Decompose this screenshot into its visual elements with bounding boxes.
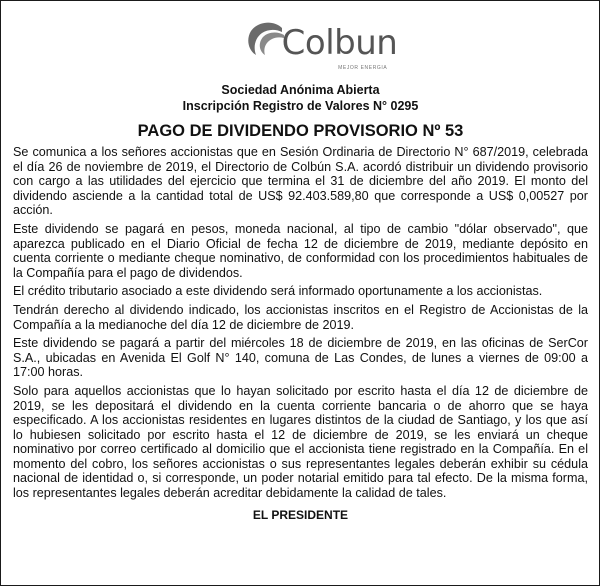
logo-lockup <box>244 17 398 71</box>
company-logo <box>53 17 588 75</box>
company-header <box>13 82 588 114</box>
paragraph-payment-location: Este dividendo se pagará a partir del miércoles 18 de diciembre de 2019, en las oficinas de SerCor S.A., ubicadas en Avenida El Golf N° 140, comuna de Las Condes, de lunes a viernes de 09:00 a 17:00 horas. <box>13 336 588 380</box>
signature: EL PRESIDENTE <box>252 507 349 522</box>
paragraph-eligibility: Tendrán derecho al dividendo indicado, los accionistas inscritos en el Registro de Accionistas de la Compañía a la medianoche del día 12 de diciembre de 2019. <box>13 302 588 332</box>
registry-number: Inscripción Registro de Valores N° 0295 <box>182 99 419 113</box>
paragraph-payment-method: Este dividendo se pagará en pesos, moneda nacional, al tipo de cambio "dólar observado", que aparezca publicado en el Diario Oficial de fecha 12 de diciembre de 2019, mediante depósito en cuenta corriente o mediante cheque nominativo, de conformidad con los procedimientos habituales de la Compañía para el pago de dividendos. <box>13 221 588 280</box>
notice-title: PAGO DE DIVIDENDO PROVISORIO Nº 53 <box>137 122 464 140</box>
paragraph-deposit-procedure: Solo para aquellos accionistas que lo hayan solicitado por escrito hasta el día 12 de diciembre de 2019, se les depositará el dividendo en la cuenta corriente bancaria o de ahorro que se haya especificado. A los accionistas residentes en lugares distintos de la ciudad de Santiago, y los que así lo hubiesen solicitado por escrito hasta el 12 de diciembre de 2019, se les enviará un cheque nominativo por correo certificado al domicilio que el accionista tiene registrado en la Compañía. En el momento del cobro, los señores accionistas o sus representantes legales deberán exhibir su cédula nacional de identidad o, si corresponde, un poder notarial emitido para tal efecto. De la misma forma, los representantes legales deberán acreditar debidamente la calidad de tales. <box>13 383 588 501</box>
paragraph-tax-credit: El crédito tributario asociado a este dividendo será informado oportunamente a los accionistas. <box>13 284 543 299</box>
paragraph-announcement: Se comunica a los señores accionistas que en Sesión Ordinaria de Directorio N° 687/2019, celebrada el día 26 de noviembre de 2019, el Directorio de Colbún S.A. acordó distribuir un dividendo provisorio con cargo a las utilidades del ejercicio que termina el 31 de diciembre del año 2019. El monto del dividendo asciende a la cantidad total de US$ 92.403.589,80 que corresponde a US$ 0,00527 por acción. <box>13 145 588 218</box>
company-type: Sociedad Anónima Abierta <box>221 83 380 97</box>
logo-wordmark: Colbun <box>281 23 398 63</box>
logo-tagline: MEJOR ENERGIA <box>338 65 388 71</box>
